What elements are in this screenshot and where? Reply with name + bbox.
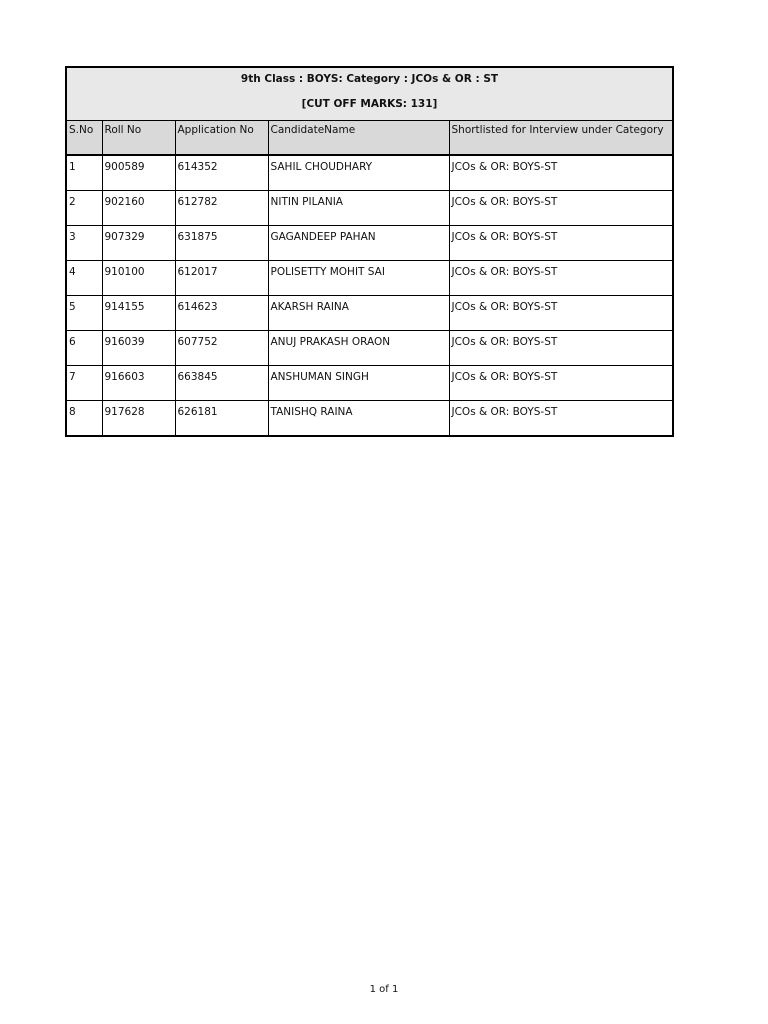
cell-sno: 4 <box>66 261 102 296</box>
title-category: 9th Class : BOYS: Category : JCOs & OR : ST <box>240 73 499 85</box>
table-title <box>66 67 673 121</box>
cell-sno: 5 <box>66 296 102 331</box>
shortlist-sheet <box>65 66 672 437</box>
cell-category: JCOs & OR: BOYS-ST <box>449 261 673 296</box>
cell-sno: 2 <box>66 191 102 226</box>
cell-application-no: 614623 <box>175 296 268 331</box>
cell-category: JCOs & OR: BOYS-ST <box>449 366 673 401</box>
table-row <box>66 191 673 226</box>
cell-roll-no: 910100 <box>102 261 175 296</box>
cell-category: JCOs & OR: BOYS-ST <box>449 155 673 191</box>
cell-application-no: 626181 <box>175 401 268 437</box>
shortlist-table <box>65 66 674 437</box>
cell-sno: 6 <box>66 331 102 366</box>
cell-roll-no: 902160 <box>102 191 175 226</box>
table-row <box>66 226 673 261</box>
cell-roll-no: 907329 <box>102 226 175 261</box>
cell-sno: 7 <box>66 366 102 401</box>
cell-candidate-name: TANISHQ RAINA <box>268 401 449 437</box>
cell-category: JCOs & OR: BOYS-ST <box>449 331 673 366</box>
cell-candidate-name: GAGANDEEP PAHAN <box>268 226 449 261</box>
cell-roll-no: 914155 <box>102 296 175 331</box>
table-row <box>66 296 673 331</box>
cell-candidate-name: AKARSH RAINA <box>268 296 449 331</box>
table-row <box>66 261 673 296</box>
cell-application-no: 631875 <box>175 226 268 261</box>
cell-category: JCOs & OR: BOYS-ST <box>449 296 673 331</box>
cell-candidate-name: NITIN PILANIA <box>268 191 449 226</box>
column-header-sno: S.No <box>66 121 102 156</box>
cell-application-no: 607752 <box>175 331 268 366</box>
cell-category: JCOs & OR: BOYS-ST <box>449 401 673 437</box>
cell-candidate-name: POLISETTY MOHIT SAI <box>268 261 449 296</box>
page-number: 1 of 1 <box>369 984 399 995</box>
table-row <box>66 401 673 437</box>
cell-application-no: 614352 <box>175 155 268 191</box>
cell-roll-no: 916603 <box>102 366 175 401</box>
cell-candidate-name: ANUJ PRAKASH ORAON <box>268 331 449 366</box>
table-row <box>66 155 673 191</box>
column-header-roll-no: Roll No <box>102 121 175 156</box>
cell-sno: 8 <box>66 401 102 437</box>
cell-sno: 1 <box>66 155 102 191</box>
cell-roll-no: 917628 <box>102 401 175 437</box>
cell-roll-no: 900589 <box>102 155 175 191</box>
cell-application-no: 663845 <box>175 366 268 401</box>
cell-category: JCOs & OR: BOYS-ST <box>449 191 673 226</box>
cell-application-no: 612782 <box>175 191 268 226</box>
cell-roll-no: 916039 <box>102 331 175 366</box>
cell-application-no: 612017 <box>175 261 268 296</box>
column-header-application-no: Application No <box>175 121 268 156</box>
table-row <box>66 331 673 366</box>
cell-candidate-name: ANSHUMAN SINGH <box>268 366 449 401</box>
column-header-candidate-name: CandidateName <box>268 121 449 156</box>
column-header-category: Shortlisted for Interview under Category <box>449 121 673 156</box>
column-header-row <box>66 121 673 156</box>
cell-sno: 3 <box>66 226 102 261</box>
cell-candidate-name: SAHIL CHOUDHARY <box>268 155 449 191</box>
cell-category: JCOs & OR: BOYS-ST <box>449 226 673 261</box>
title-cutoff-marks: [CUT OFF MARKS: 131] <box>301 98 438 110</box>
table-body <box>66 155 673 436</box>
table-row <box>66 366 673 401</box>
